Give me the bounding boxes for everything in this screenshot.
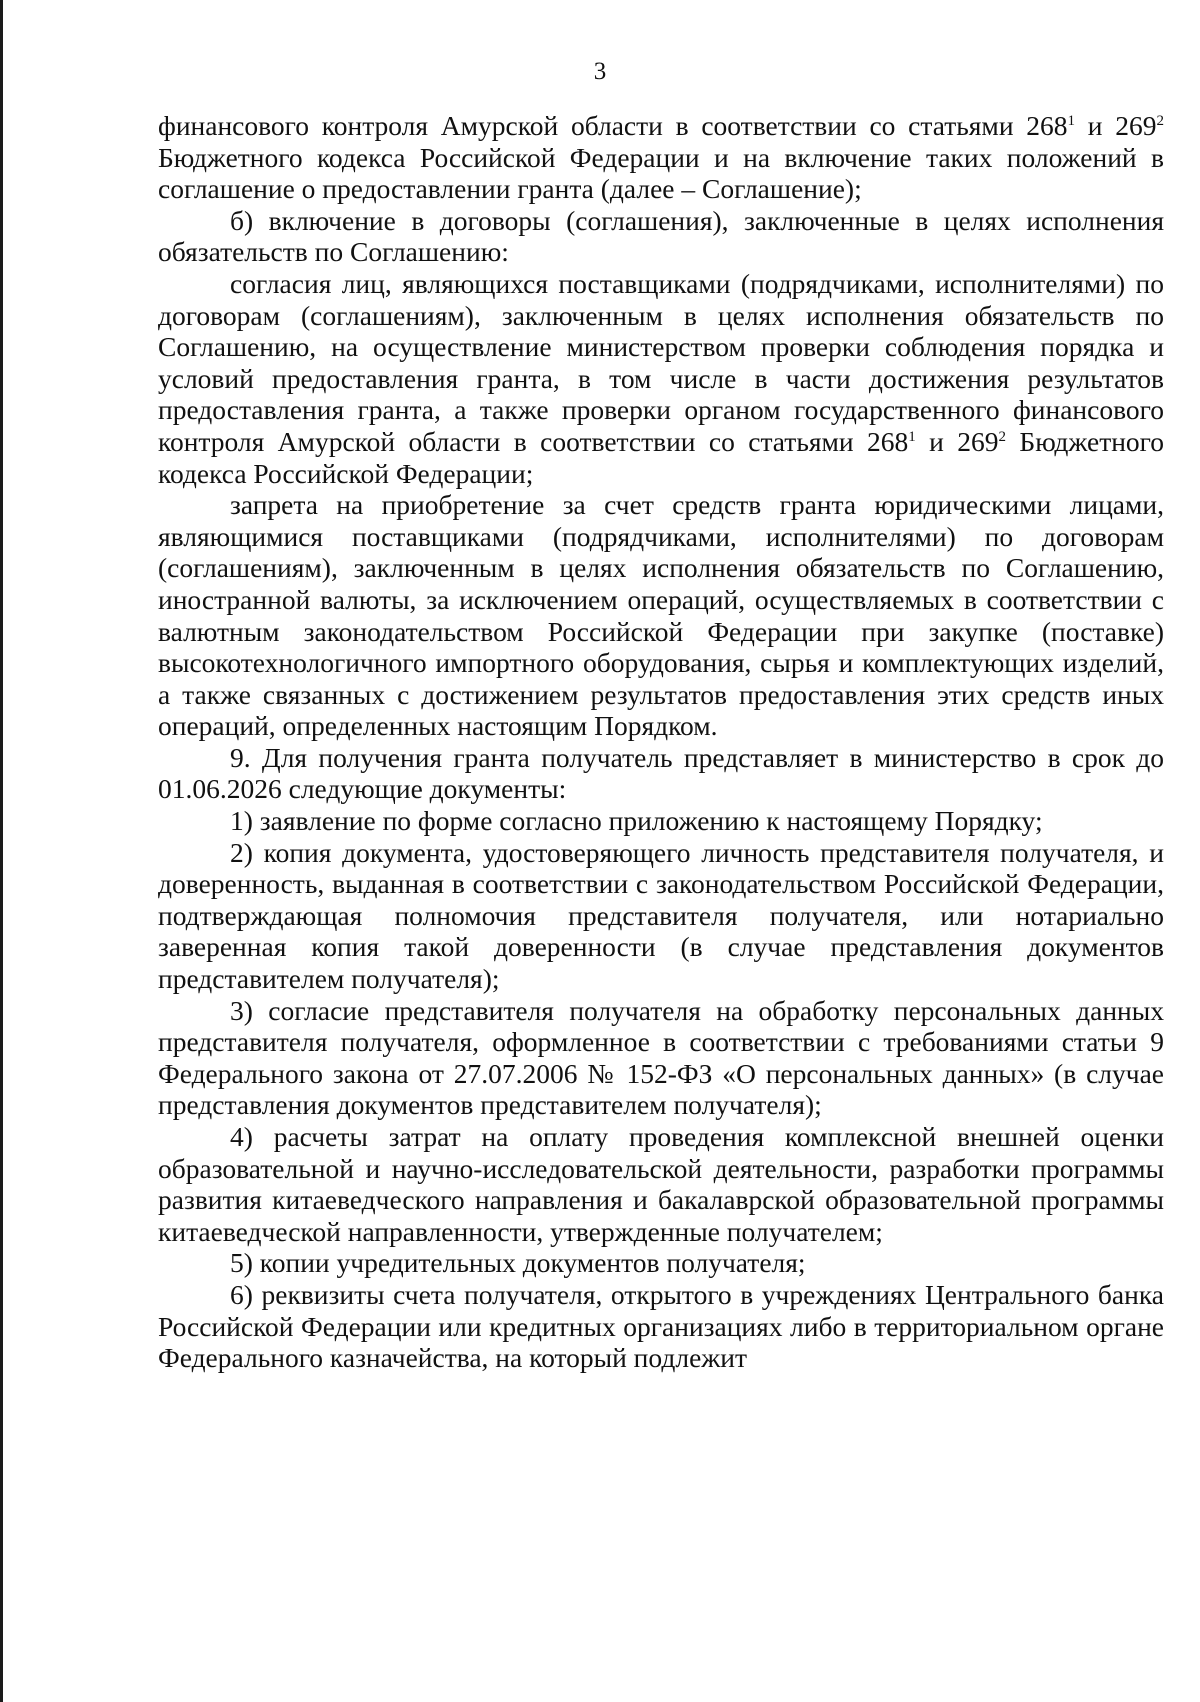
paragraph-text: Бюджетного кодекса Российской Федерации; — [158, 425, 1165, 489]
paragraph-b: б) включение в договоры (соглашения), заключенные в целях исполнения обязательств по Соглашению: — [158, 204, 1164, 268]
superscript: 2 — [1156, 112, 1164, 129]
list-item-2: 2) копия документа, удостоверяющего личность представителя получателя, и доверенность, выданная в соответствии с законодательством Российской Федерации, подтверждающая полномочия представителя получателя, или нотариально заверенная копия такой доверенности (в случае представления документов представителем получателя); — [158, 836, 1164, 995]
paragraph-text: и 269 — [915, 425, 999, 457]
paragraph-continuation — [158, 110, 1164, 205]
list-item-5: 5) копии учредительных документов получателя; — [230, 1247, 806, 1279]
scan-edge — [0, 0, 3, 1702]
list-item-6: 6) реквизиты счета получателя, открытого в учреждениях Центрального банка Российской Федерации или кредитных организациях либо в территориальном органе Федерального казначейства, на который подлежит — [158, 1278, 1164, 1374]
list-item-1: 1) заявление по форме согласно приложению к настоящему Порядку; — [230, 805, 1043, 837]
paragraph-text: Бюджетного кодекса Российской Федерации и на включение таких положений в соглашение о предоставлении гранта (далее – Соглашение); — [158, 141, 1164, 205]
list-item-4: 4) расчеты затрат на оплату проведения комплексной внешней оценки образовательной и научно-исследовательской деятельности, разработки программы развития китаеведческого направления и бакалаврской образовательной программы китаеведческой направленности, утвержденные получателем; — [158, 1121, 1164, 1247]
paragraph-prohibition: запрета на приобретение за счет средств гранта юридическими лицами, являющимися поставщиками (подрядчиками, исполнителями) по договорам (соглашениям), заключенным в целях исполнения обязательств по Соглашению, иностранной валюты, за исключением операций, осуществляемых в соответствии с валютным законодательством Российской Федерации при закупке (поставке) высокотехнологичного импортного оборудования, сырья и комплектующих изделий, а также связанных с достижением результатов предоставления этих средств иных операций, определенных настоящим Порядком. — [158, 489, 1164, 742]
page-number: 3 — [593, 58, 607, 85]
superscript: 2 — [998, 428, 1007, 445]
paragraph-text: и 269 — [1075, 110, 1157, 141]
superscript: 1 — [908, 428, 916, 445]
paragraph-text: финансового контроля Амурской области в соответствии со статьями 268 — [158, 110, 1068, 141]
paragraph-9: 9. Для получения гранта получатель представляет в министерство в срок до 01.06.2026 следующие документы: — [158, 741, 1164, 805]
paragraph-consent — [158, 268, 1164, 489]
superscript: 1 — [1067, 112, 1076, 129]
paragraph-text: согласия лиц, являющихся поставщиками (подрядчиками, исполнителями) по договорам (соглашениям), заключенным в целях исполнения обязательств по Соглашению, на осуществление министерством проверки соблюдения порядка и условий предоставления гранта, в том числе в части достижения результатов предоставления гранта, а также проверки органом государственного финансового контроля Амурской области в соответствии со статьями 268 — [158, 267, 1164, 457]
document-body — [158, 110, 1164, 1374]
list-item-3: 3) согласие представителя получателя на обработку персональных данных представителя получателя, оформленное в соответствии с требованиями статьи 9 Федерального закона от 27.07.2006 № 152-ФЗ «О персональных данных» (в случае представления документов представителем получателя); — [158, 994, 1164, 1121]
